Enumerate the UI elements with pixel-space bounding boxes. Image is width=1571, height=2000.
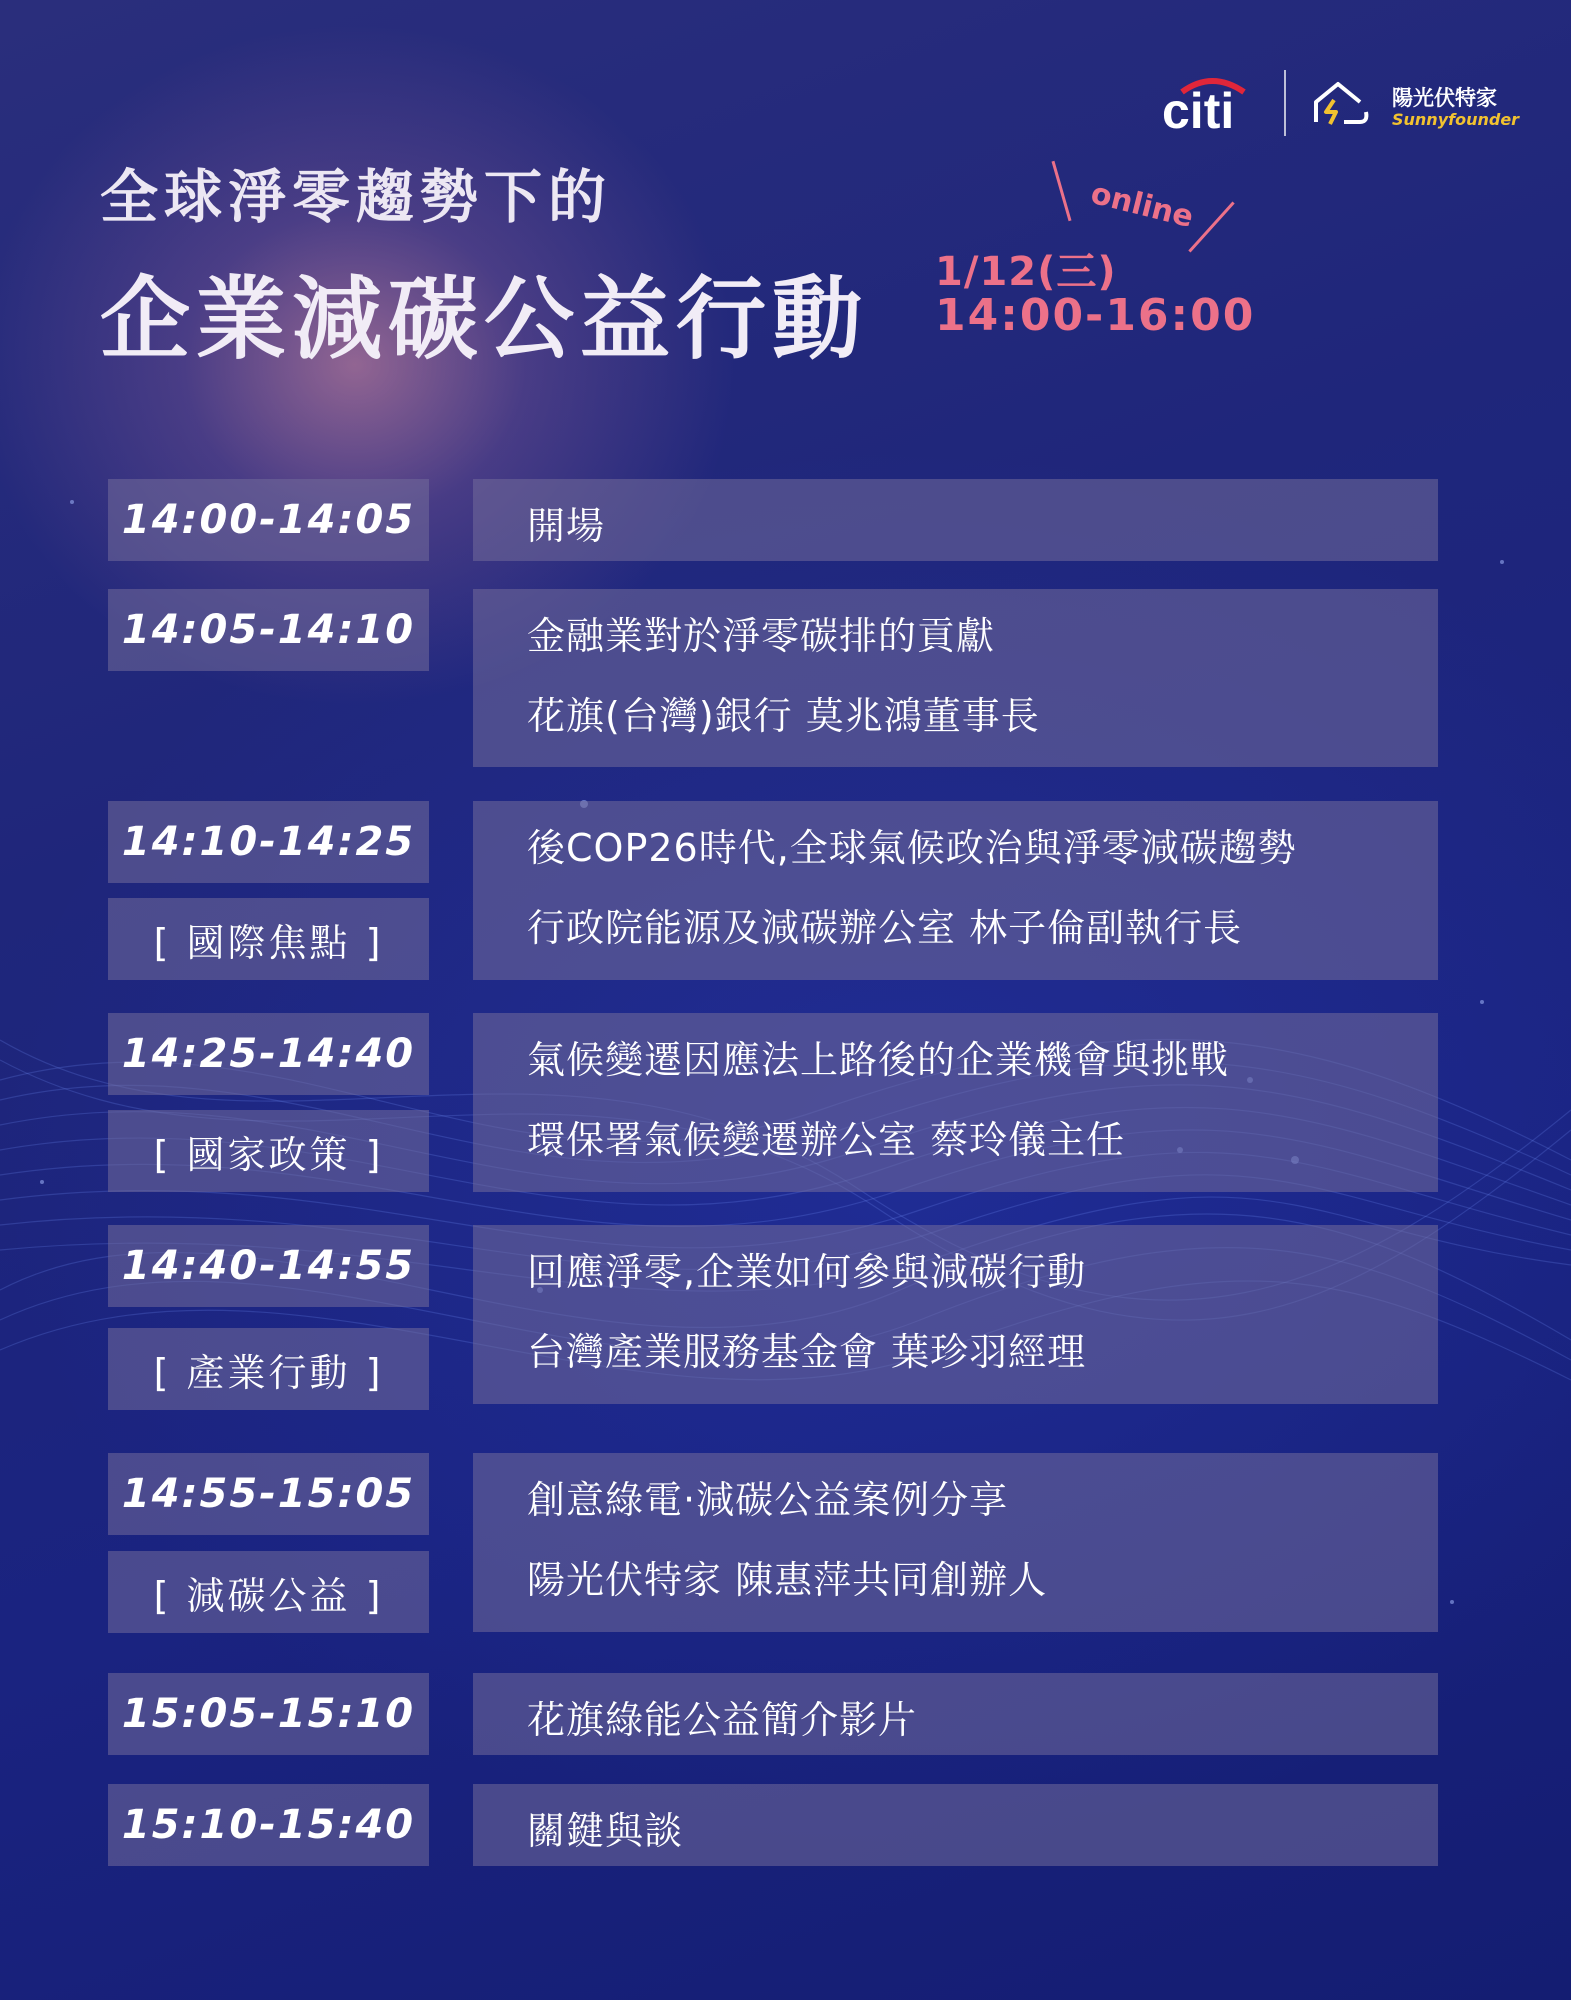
svg-text:citi: citi <box>1162 83 1235 138</box>
agenda-time: 14:25-14:40 <box>108 1013 429 1095</box>
agenda-time: 15:10-15:40 <box>108 1784 429 1866</box>
sunnyfounder-house-icon <box>1310 78 1370 128</box>
event-date: 1/12(三) <box>935 249 1117 295</box>
agenda-speaker: 行政院能源及減碳辦公室 林子倫副執行長 <box>527 906 1243 950</box>
agenda-time: 14:55-15:05 <box>108 1453 429 1535</box>
agenda-tag: [ 產業行動 ] <box>108 1328 429 1410</box>
logo-divider <box>1284 70 1286 136</box>
agenda-topic: 關鍵與談 <box>527 1809 684 1853</box>
agenda-item <box>473 589 1438 767</box>
agenda-topic: 開場 <box>527 504 606 548</box>
agenda-speaker: 台灣產業服務基金會 葉珍羽經理 <box>527 1330 1087 1374</box>
star-dot <box>70 500 74 504</box>
citi-logo <box>1160 68 1260 138</box>
decor-slash <box>1188 201 1234 252</box>
agenda-item <box>473 1013 1438 1192</box>
page-title-line1: 全球淨零趨勢下的 <box>100 163 613 231</box>
agenda-tag: [ 減碳公益 ] <box>108 1551 429 1633</box>
header-logos <box>1160 68 1520 138</box>
agenda-time: 15:05-15:10 <box>108 1673 429 1755</box>
agenda-speaker: 環保署氣候變遷辦公室 蔡玲儀主任 <box>527 1118 1126 1162</box>
event-time: 14:00-16:00 <box>935 290 1256 341</box>
decor-slash <box>1052 161 1072 221</box>
agenda-tag: [ 國際焦點 ] <box>108 898 429 980</box>
agenda-time: 14:00-14:05 <box>108 479 429 561</box>
agenda-tag: [ 國家政策 ] <box>108 1110 429 1192</box>
agenda-topic: 創意綠電‧減碳公益案例分享 <box>527 1478 1009 1522</box>
agenda-item <box>473 801 1438 980</box>
agenda-time: 14:10-14:25 <box>108 801 429 883</box>
star-dot <box>1450 1600 1454 1604</box>
agenda-time: 14:05-14:10 <box>108 589 429 671</box>
agenda-item <box>473 1453 1438 1632</box>
agenda-speaker: 陽光伏特家 陳惠萍共同創辦人 <box>527 1558 1048 1602</box>
agenda-topic: 氣候變遷因應法上路後的企業機會與挑戰 <box>527 1038 1230 1082</box>
agenda-item <box>473 1673 1438 1755</box>
agenda-topic: 後COP26時代,全球氣候政治與淨零減碳趨勢 <box>527 826 1297 870</box>
sunnyfounder-name: 陽光伏特家 <box>1392 86 1497 110</box>
agenda-time: 14:40-14:55 <box>108 1225 429 1307</box>
agenda-item <box>473 1784 1438 1866</box>
agenda-speaker: 花旗(台灣)銀行 莫兆鴻董事長 <box>527 694 1040 738</box>
sunnyfounder-subtitle: Sunnyfounder <box>1392 110 1520 129</box>
online-badge: online <box>1087 175 1197 236</box>
agenda-item <box>473 1225 1438 1404</box>
agenda-topic: 回應淨零,企業如何參與減碳行動 <box>527 1250 1087 1294</box>
agenda-item <box>473 479 1438 561</box>
star-dot <box>1480 1000 1484 1004</box>
star-dot <box>1500 560 1504 564</box>
star-dot <box>40 1180 44 1184</box>
agenda-topic: 金融業對於淨零碳排的貢獻 <box>527 614 996 658</box>
agenda-topic: 花旗綠能公益簡介影片 <box>527 1698 918 1742</box>
page-title-line2: 企業減碳公益行動 <box>100 267 868 372</box>
